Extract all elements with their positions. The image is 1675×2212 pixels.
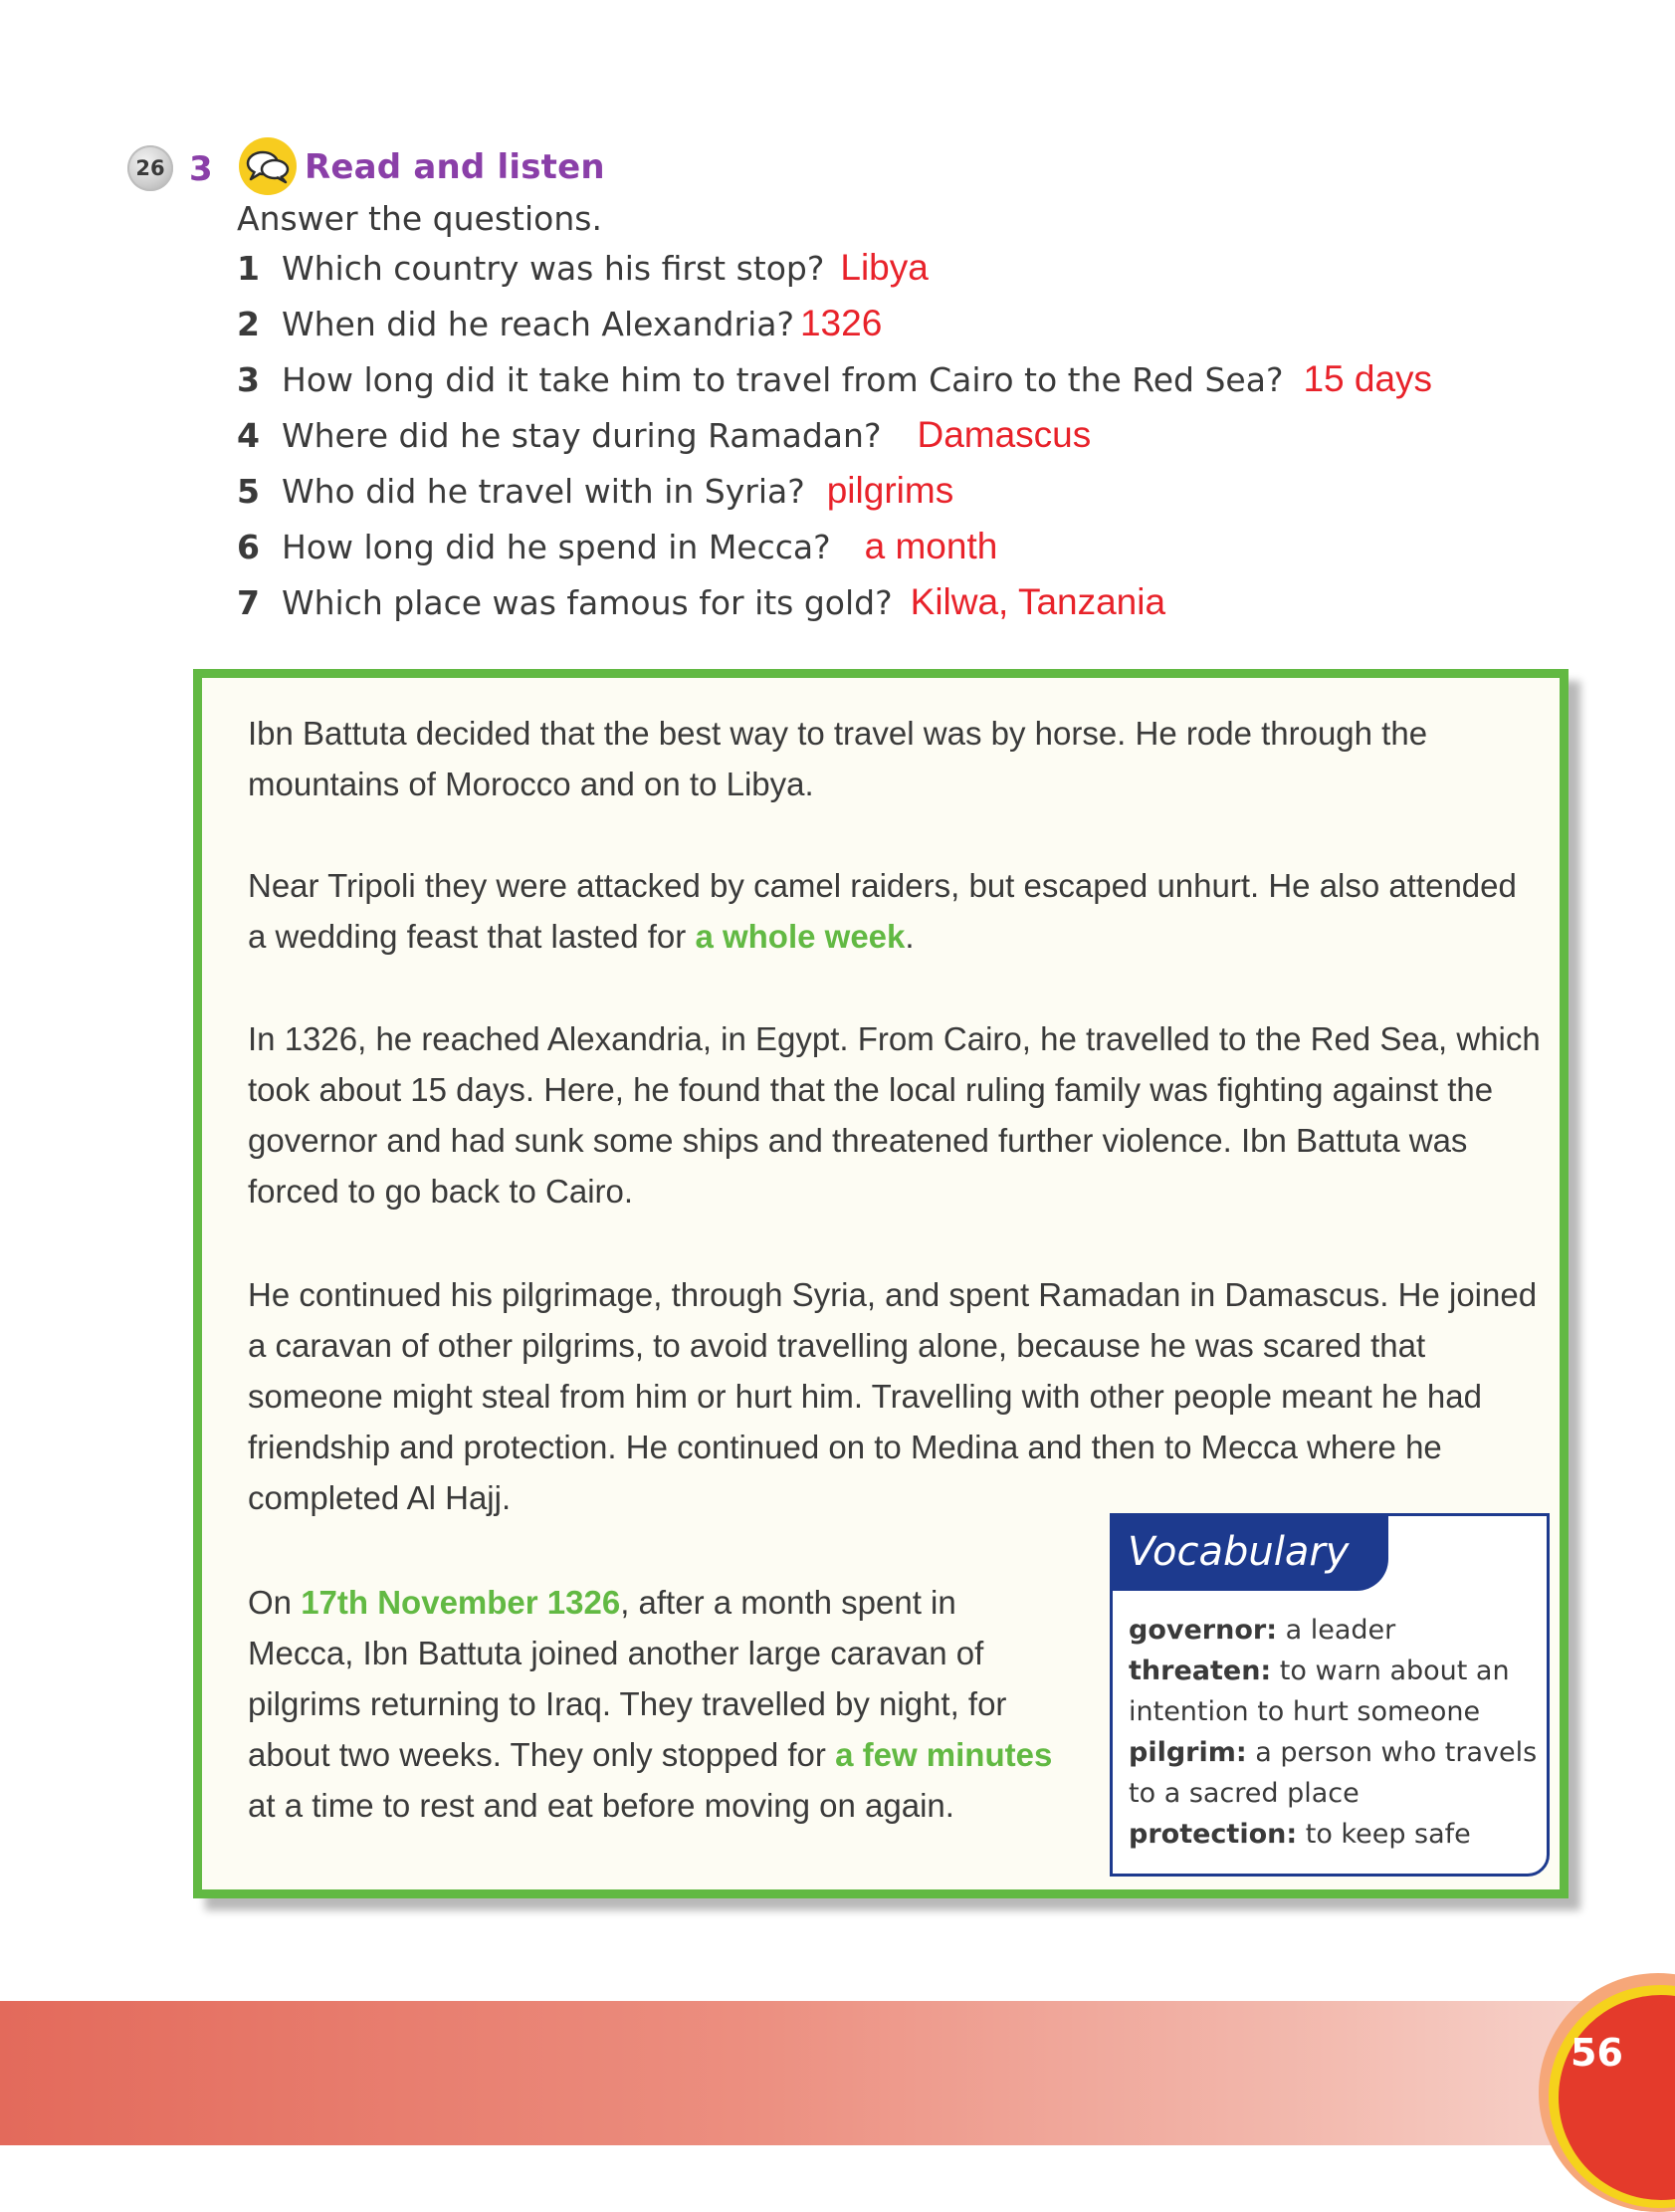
question-text: Who did he travel with in Syria? — [282, 472, 805, 511]
question-answer: a month — [864, 526, 998, 566]
question-item — [237, 526, 1531, 581]
vocabulary-term: governor: — [1129, 1615, 1277, 1646]
vocabulary-item — [1129, 1651, 1547, 1732]
question-item — [237, 247, 1531, 303]
vocabulary-definition: to keep safe — [1297, 1819, 1471, 1850]
question-text: Which country was his first stop? — [282, 249, 825, 288]
question-answer: 1326 — [799, 303, 883, 343]
speech-bubbles-icon — [237, 135, 299, 197]
question-number: 2 — [237, 305, 260, 343]
highlighted-phrase: a few minutes — [835, 1736, 1053, 1773]
passage-paragraph-4: He continued his pilgrimage, through Syria, and spent Ramadan in Damascus. He joined a caravan of other pilgrims, to avoid travelling alone, because he was scared that someone might steal from him or hurt him. Travelling with other people meant he had friendship and protection. He continued on to Medina and then to Mecca where he completed Al Hajj. — [248, 1276, 1538, 1516]
exercise-instruction: Answer the questions. — [237, 199, 602, 238]
vocabulary-item — [1129, 1610, 1547, 1651]
question-answer: 15 days — [1303, 358, 1433, 399]
audio-track-badge[interactable] — [127, 145, 173, 191]
question-number: 4 — [237, 416, 260, 455]
question-number: 3 — [237, 360, 260, 399]
vocabulary-item — [1129, 1732, 1547, 1814]
question-item — [237, 470, 1531, 526]
question-number: 1 — [237, 249, 260, 288]
highlighted-phrase: a whole week — [695, 918, 906, 955]
question-answer: Libya — [840, 247, 929, 288]
passage-paragraph-1: Ibn Battuta decided that the best way to travel was by horse. He rode through the mountains of Morocco and on to Libya. — [248, 715, 1428, 802]
question-item — [237, 414, 1531, 470]
vocabulary-box — [1110, 1513, 1550, 1877]
passage-paragraph-2 — [248, 860, 1542, 962]
exercise-title: Read and listen — [305, 147, 605, 187]
question-answer: pilgrims — [826, 470, 954, 511]
passage-text: at a time to rest and eat before moving on again. — [248, 1787, 954, 1824]
vocabulary-definition: a leader — [1277, 1615, 1396, 1646]
question-text: Where did he stay during Ramadan? — [282, 416, 882, 455]
passage-paragraph-5 — [248, 1577, 1054, 1831]
highlighted-phrase: 17th November 1326 — [301, 1584, 621, 1621]
audio-track-number: 26 — [135, 156, 165, 180]
passage-text: On — [248, 1584, 302, 1621]
question-answer: Kilwa, Tanzania — [910, 581, 1166, 622]
question-text: Which place was famous for its gold? — [282, 583, 893, 622]
question-number: 7 — [237, 583, 260, 622]
footer-band — [0, 2001, 1675, 2145]
vocabulary-term: threaten: — [1129, 1656, 1272, 1686]
vocabulary-title: Vocabulary — [1110, 1513, 1388, 1591]
question-text: How long did he spend in Mecca? — [282, 528, 831, 566]
passage-text: Near Tripoli they were attacked by camel raiders, but escaped unhurt. He also attended a wedding feast that lasted for — [248, 867, 1517, 955]
vocabulary-definition: a person who travels to a sacred place — [1129, 1737, 1538, 1809]
page-number: 56 — [1570, 2031, 1623, 2075]
exercise-number: 3 — [189, 149, 213, 189]
question-item — [237, 581, 1531, 637]
question-number: 6 — [237, 528, 260, 566]
passage-text: , after a month spent in Mecca, Ibn Battuta joined another large caravan of pilgrims returning to Iraq. They travelled by night, for about two weeks. They only stopped for — [248, 1584, 1007, 1773]
vocabulary-item — [1129, 1814, 1547, 1855]
question-item — [237, 358, 1531, 414]
vocabulary-list — [1129, 1610, 1547, 1855]
passage-text: . — [905, 918, 915, 955]
question-number: 5 — [237, 472, 260, 511]
vocabulary-definition: to warn about an intention to hurt someone — [1129, 1656, 1510, 1727]
question-list — [237, 247, 1531, 637]
vocabulary-term: pilgrim: — [1129, 1737, 1247, 1768]
question-text: When did he reach Alexandria? — [282, 305, 794, 343]
question-answer: Damascus — [917, 414, 1092, 455]
vocabulary-term: protection: — [1129, 1819, 1298, 1850]
question-text: How long did it take him to travel from Cairo to the Red Sea? — [282, 360, 1284, 399]
passage-paragraph-3: In 1326, he reached Alexandria, in Egypt. From Cairo, he travelled to the Red Sea, which took about 15 days. Here, he found that the local ruling family was fighting against the governor and had sunk some ships and threatened further violence. Ibn Battuta was forced to go back to Cairo. — [248, 1020, 1541, 1210]
question-item — [237, 303, 1531, 358]
